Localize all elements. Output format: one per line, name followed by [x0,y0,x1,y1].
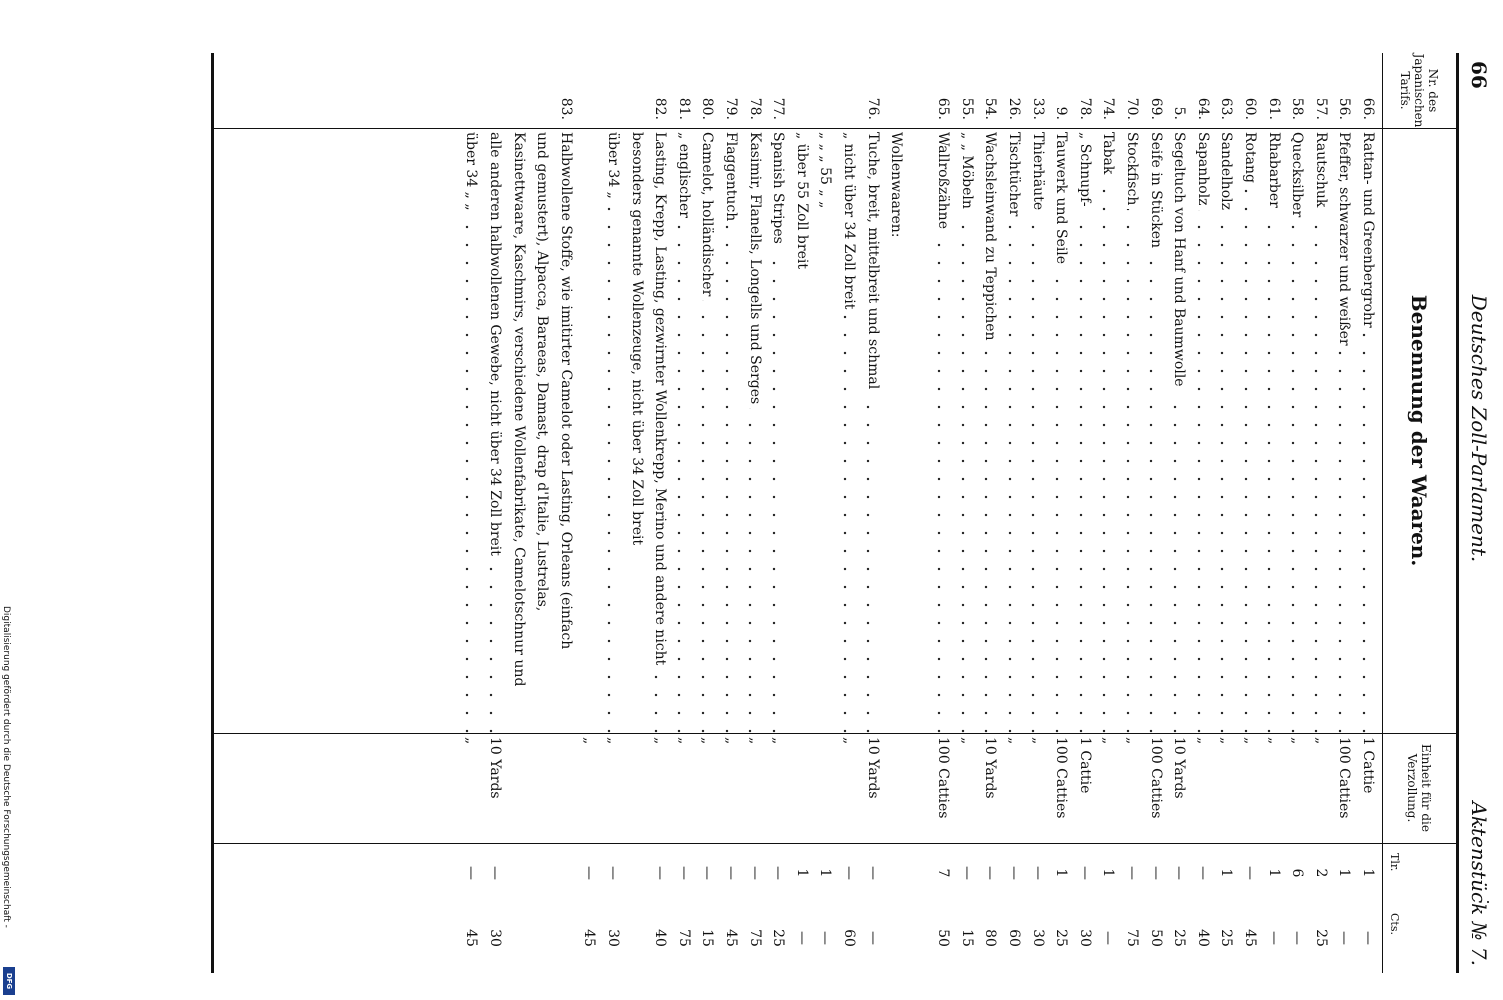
duty-cents: 30 [1076,929,1093,947]
tariff-number [577,53,601,128]
goods-designation [1308,128,1332,733]
duty-unit: „ [1289,737,1306,745]
duty-cents: 45 [581,929,598,947]
table-row [577,53,601,973]
duty-taels: 1 [793,868,810,878]
duty-taels: — [675,866,692,880]
goods-designation [577,128,601,733]
duty-cents [907,903,931,973]
goods-designation [954,128,978,733]
running-header [1462,61,1496,966]
table-row [907,53,931,973]
goods-designation-text: Stockfisch [1119,132,1143,209]
dfg-logo-text: DFG [5,972,13,990]
goods-designation [907,128,931,733]
duty-taels: — [770,866,787,880]
table-row [506,53,530,973]
goods-designation [884,128,908,733]
tariff-number: 78. [1076,97,1093,120]
duty-taels: — [699,866,716,880]
table-row [860,53,884,973]
column-header-nr [1387,53,1451,128]
duty-taels: 2 [1312,868,1329,878]
goods-designation-text: Quecksilber [1285,132,1309,221]
duty-taels: — [746,866,763,880]
duty-cents: 30 [1029,929,1046,947]
duty-cents: 40 [1194,929,1211,947]
tariff-number: 64. [1194,97,1211,120]
bottom-rule [211,53,214,973]
duty-cents: — [1289,931,1306,945]
duty-taels: 1 [1265,868,1282,878]
goods-designation [1285,128,1309,733]
duty-taels: — [1242,866,1259,880]
column-header-cts: Cts. [1388,913,1401,935]
duty-cents: 75 [746,929,763,947]
duty-taels: 1 [1218,868,1235,878]
duty-cents: — [1265,931,1282,945]
table-row [1261,53,1285,973]
duty-taels: — [1124,866,1141,880]
duty-cents: 75 [1124,929,1141,947]
goods-designation [978,128,1002,733]
tariff-number: 60. [1242,97,1259,120]
table-row [530,53,554,973]
tariff-number: 33. [1029,97,1046,120]
duty-unit: „ [699,737,716,745]
tariff-number: 76. [864,97,881,120]
goods-designation [695,128,719,733]
tariff-number: 80. [699,97,716,120]
column-header-designation-text: Benennung der Waaren. [1407,294,1431,567]
duty-cents: 40 [652,929,669,947]
duty-taels: 6 [1289,868,1306,878]
tariff-number: 9. [1053,106,1070,120]
duty-unit [553,733,577,843]
goods-designation-text: Flaggentuch [718,132,742,225]
duty-unit: „ [1006,737,1023,745]
duty-taels [624,843,648,903]
duty-unit: „ [840,737,857,745]
duty-taels: — [722,866,739,880]
goods-designation-text: Pfeffer, schwarzer und weißer [1332,132,1356,350]
tariff-number [789,53,813,128]
duty-unit [530,733,554,843]
duty-unit: 10 Yards [982,737,999,799]
goods-designation [742,128,766,733]
duty-taels: — [1006,866,1023,880]
duty-cents: 45 [463,929,480,947]
goods-designation [624,128,648,733]
duty-taels: — [1147,866,1164,880]
duty-cents: — [793,931,810,945]
duty-unit: 100 Catties [1147,737,1164,819]
goods-designation-text: über 34 „ [600,132,624,203]
duty-taels: — [605,866,621,880]
tariff-number: 61. [1265,97,1282,120]
duty-cents [884,903,908,973]
header-rule [1382,53,1383,973]
goods-designation-text: Rhabarber [1261,132,1285,212]
goods-designation [931,128,955,733]
table-row [1049,53,1073,973]
table-row [766,53,790,973]
goods-designation [1002,128,1026,733]
duty-taels: — [1076,866,1093,880]
duty-unit: „ [1242,737,1259,745]
table-row [742,53,766,973]
duty-cents: 25 [1171,929,1188,947]
tariff-number: 55. [958,97,975,120]
duty-unit [789,733,813,843]
table-row [1237,53,1261,973]
tariff-number: 63. [1218,97,1235,120]
goods-designation [1049,128,1073,733]
tariff-number: 70. [1124,97,1141,120]
duty-taels: — [487,866,504,880]
goods-designation [1096,128,1120,733]
duty-unit: 10 Yards [487,737,504,799]
table-row [695,53,719,973]
goods-designation [836,128,860,733]
duty-cents: 45 [1242,929,1259,947]
goods-designation-text: Thierhäute [1025,132,1049,214]
tariff-number: 81. [675,97,692,120]
goods-designation [506,128,530,733]
duty-cents: — [1100,931,1117,945]
tariff-number [884,53,908,128]
goods-designation [1119,128,1143,733]
table-row [1332,53,1356,973]
duty-unit: 10 Yards [864,737,881,799]
table-row [1190,53,1214,973]
table-row [624,53,648,973]
goods-designation [1214,128,1238,733]
goods-designation [459,128,483,733]
rotated-page-area [211,53,1501,973]
table-row [1308,53,1332,973]
goods-designation-text: „ englischer [671,132,695,222]
duty-unit: 100 Catties [1053,737,1070,819]
column-header-nr-text: Nr. des Japanischen Tarifs. [1398,53,1440,128]
goods-designation-text: Wachsleinwand zu Teppichen [978,132,1002,345]
column-header-tlr: Tlr. [1388,853,1401,872]
table-row [671,53,695,973]
duty-cents: — [1336,931,1353,945]
goods-designation [600,128,624,733]
duty-cents: 25 [1218,929,1235,947]
table-row [459,53,483,973]
tariff-number: 83. [557,97,574,120]
duty-unit: „ [1029,737,1046,745]
duty-cents: — [1360,931,1376,945]
goods-designation [860,128,884,733]
duty-taels: — [1029,866,1046,880]
tariff-number [482,53,506,128]
duty-unit: „ [1218,737,1235,745]
goods-designation-text: Tuche, breit, mittelbreit und schmal [860,132,884,393]
tariff-number: 69. [1147,97,1164,120]
tariff-number [907,53,931,128]
goods-designation [553,128,577,733]
duty-cents: 15 [699,929,716,947]
goods-designation-text: Kasimir, Flanells, Longells und Serges [742,132,766,408]
column-header-designation [1387,128,1451,733]
duty-unit: 100 Catties [935,737,952,819]
goods-designation-text: und gemustert), Alpacca, Baraeas, Damast, drap d'Italie, Lustrelas, [530,132,554,615]
table-row [553,53,577,973]
top-rule [1456,53,1459,973]
duty-taels: — [581,866,598,880]
table-row [718,53,742,973]
duty-cents: — [864,931,881,945]
table-row [1167,53,1191,973]
duty-cents: 75 [675,929,692,947]
duty-taels: — [652,866,669,880]
goods-designation-text: Sapanholz [1190,132,1214,210]
duty-taels [907,843,931,903]
goods-designation-text: „ nicht über 34 Zoll breit [836,132,860,313]
duty-cents: 60 [1006,929,1023,947]
duty-cents: 50 [1147,929,1164,947]
duty-taels: — [982,866,999,880]
table-row [1143,53,1167,973]
tariff-number: 74. [1100,97,1117,120]
duty-cents: 25 [1053,929,1070,947]
table-row [1002,53,1026,973]
duty-taels [553,843,577,903]
goods-designation-text: Spanish Stripes [766,132,790,248]
duty-taels: — [1171,866,1188,880]
duty-unit [813,733,837,843]
tariff-number [624,53,648,128]
goods-designation [766,128,790,733]
table-row [978,53,1002,973]
funding-note-text: Digitalisierung gefördert durch die Deutsche Forschungsgemeinschaft - [1,606,11,928]
goods-designation-text: „ Schnupf- [1072,132,1096,211]
tariff-table [459,53,1379,973]
funding-note [3,606,15,976]
table-row [1096,53,1120,973]
column-header-unit-text: Einheit für die Verzollung. [1405,744,1433,832]
table-row [648,53,672,973]
goods-designation-text: Rautschuk [1308,132,1332,211]
tariff-number: 58. [1289,97,1306,120]
duty-taels [506,843,530,903]
tariff-number: 79. [722,97,739,120]
table-row [482,53,506,973]
tariff-sheet [211,53,1501,973]
duty-cents: — [817,931,834,945]
goods-designation-text: Lasting, Krepp, Lasting, gezwirnter Wollenkrepp, Merino und andere nicht [648,132,672,669]
duty-unit: „ [675,737,692,745]
duty-taels: 7 [935,868,952,878]
table-row [1355,53,1379,973]
goods-designation [1261,128,1285,733]
table-row [813,53,837,973]
duty-unit: „ [652,737,669,745]
goods-designation-text: alle anderen halbwollenen Gewebe, nicht über 34 Zoll breit [482,132,506,560]
goods-designation [813,128,837,733]
duty-taels: — [958,866,975,880]
duty-taels: — [463,866,480,880]
tariff-number [600,53,624,128]
duty-cents: 45 [722,929,739,947]
duty-cents: 80 [982,929,999,947]
goods-designation-text: Tabak [1096,132,1120,178]
duty-taels: 1 [817,868,834,878]
duty-unit: „ [1100,737,1117,745]
goods-designation [671,128,695,733]
table-row [884,53,908,973]
duty-unit: „ [722,737,739,745]
goods-designation-text: Halbwollene Stoffe, wie imitirter Camelot oder Lasting, Orleans (einfach [553,132,577,653]
goods-designation [789,128,813,733]
tariff-number [813,53,837,128]
duty-unit: 10 Yards [1171,737,1188,799]
table-row [1285,53,1309,973]
duty-unit: 1 Cattie [1076,737,1093,794]
page-number: 66 [1467,61,1491,89]
goods-designation-text: über 34 „ „ [459,132,483,215]
goods-designation-text: Tauwerk und Seile [1049,132,1073,268]
goods-designation [648,128,672,733]
table-row [600,53,624,973]
duty-cents: 25 [1312,929,1329,947]
tariff-number: 54. [982,97,999,120]
goods-designation-text: „ über 55 Zoll breit [789,132,813,273]
table-row [954,53,978,973]
tariff-number [506,53,530,128]
goods-designation [1072,128,1096,733]
duty-unit [506,733,530,843]
duty-cents [624,903,648,973]
goods-designation-text: Wallroßzähne [931,132,955,233]
goods-designation [482,128,506,733]
goods-designation-text: Tischtücher [1002,132,1026,220]
goods-designation-text: „ „ „ 55 „ „ [813,132,837,212]
duty-unit: 1 Cattie [1360,737,1376,794]
duty-taels: — [1194,866,1211,880]
tariff-number: 77. [770,97,787,120]
duty-unit: „ [1124,737,1141,745]
duty-unit [884,733,908,843]
goods-designation [1237,128,1261,733]
goods-designation-text: „ „ Möbeln [954,132,978,213]
goods-designation [718,128,742,733]
table-row [931,53,955,973]
table-row [1119,53,1143,973]
table-row [1025,53,1049,973]
goods-designation [530,128,554,733]
duty-taels [530,843,554,903]
goods-designation-text: Wollenwaaren: [884,132,908,242]
goods-designation-text: Kasinettwaare, Kaschmirs, verschiedene Wollenfabrikate, Camelotschnur und [506,132,530,690]
tariff-number [459,53,483,128]
table-row [1072,53,1096,973]
goods-designation [1025,128,1049,733]
duty-taels: — [840,866,857,880]
duty-taels: 1 [1336,868,1353,878]
goods-designation-text: Segeltuch von Hanf und Baumwolle [1167,132,1191,391]
duty-cents: 60 [840,929,857,947]
goods-designation-text: Seife in Stücken [1143,132,1167,252]
goods-designation-text: Rotang [1237,132,1261,187]
tariff-number: 57. [1312,97,1329,120]
duty-cents [553,903,577,973]
duty-unit: „ [463,737,480,745]
duty-cents: 30 [605,929,621,947]
tariff-number: 56. [1336,97,1353,120]
goods-designation [1143,128,1167,733]
goods-designation [1190,128,1214,733]
tariff-number: 65. [935,97,952,120]
duty-unit: „ [770,737,787,745]
duty-taels: — [864,866,881,880]
duty-taels: 1 [1053,868,1070,878]
duty-cents: 25 [770,929,787,947]
duty-cents [530,903,554,973]
duty-unit: „ [1312,737,1329,745]
duty-unit: „ [1265,737,1282,745]
tariff-number: 26. [1006,97,1023,120]
table-row [836,53,860,973]
duty-unit: „ [958,737,975,745]
duty-cents: 15 [958,929,975,947]
goods-designation [1167,128,1191,733]
duty-unit [624,733,648,843]
goods-designation-text: Camelot, holländischer [695,132,719,300]
tariff-table-body [459,53,1379,973]
duty-taels: 1 [1360,868,1376,878]
dfg-logo [3,967,15,995]
duty-unit [907,733,931,843]
duty-unit: 100 Catties [1336,737,1353,819]
duty-unit: „ [746,737,763,745]
table-row [789,53,813,973]
duty-unit: „ [1194,737,1211,745]
tariff-number: 78. [746,97,763,120]
tariff-number: 66. [1360,97,1376,120]
duty-unit: „ [581,737,598,745]
tariff-number: 82. [652,97,669,120]
goods-designation [1355,128,1379,733]
tariff-number [836,53,860,128]
duty-cents: 30 [487,929,504,947]
goods-designation-text: besonders genannte Wollenzeuge, nicht über 34 Zoll breit [624,132,648,549]
duty-unit: „ [605,737,621,745]
goods-designation-text: Rattan- und Greenbergrohr [1355,132,1379,332]
document-reference: Aktenstück № 7. [1467,801,1491,966]
running-title: Deutsches Zoll-Parlament. [1467,294,1491,563]
duty-cents: 50 [935,929,952,947]
duty-taels: 1 [1100,868,1117,878]
goods-designation-text: Sandelholz [1214,132,1238,214]
goods-designation [1332,128,1356,733]
duty-cents [506,903,530,973]
column-header-unit [1387,733,1451,843]
table-row [1214,53,1238,973]
tariff-number [530,53,554,128]
tariff-number: 5. [1171,106,1188,120]
duty-taels [884,843,908,903]
